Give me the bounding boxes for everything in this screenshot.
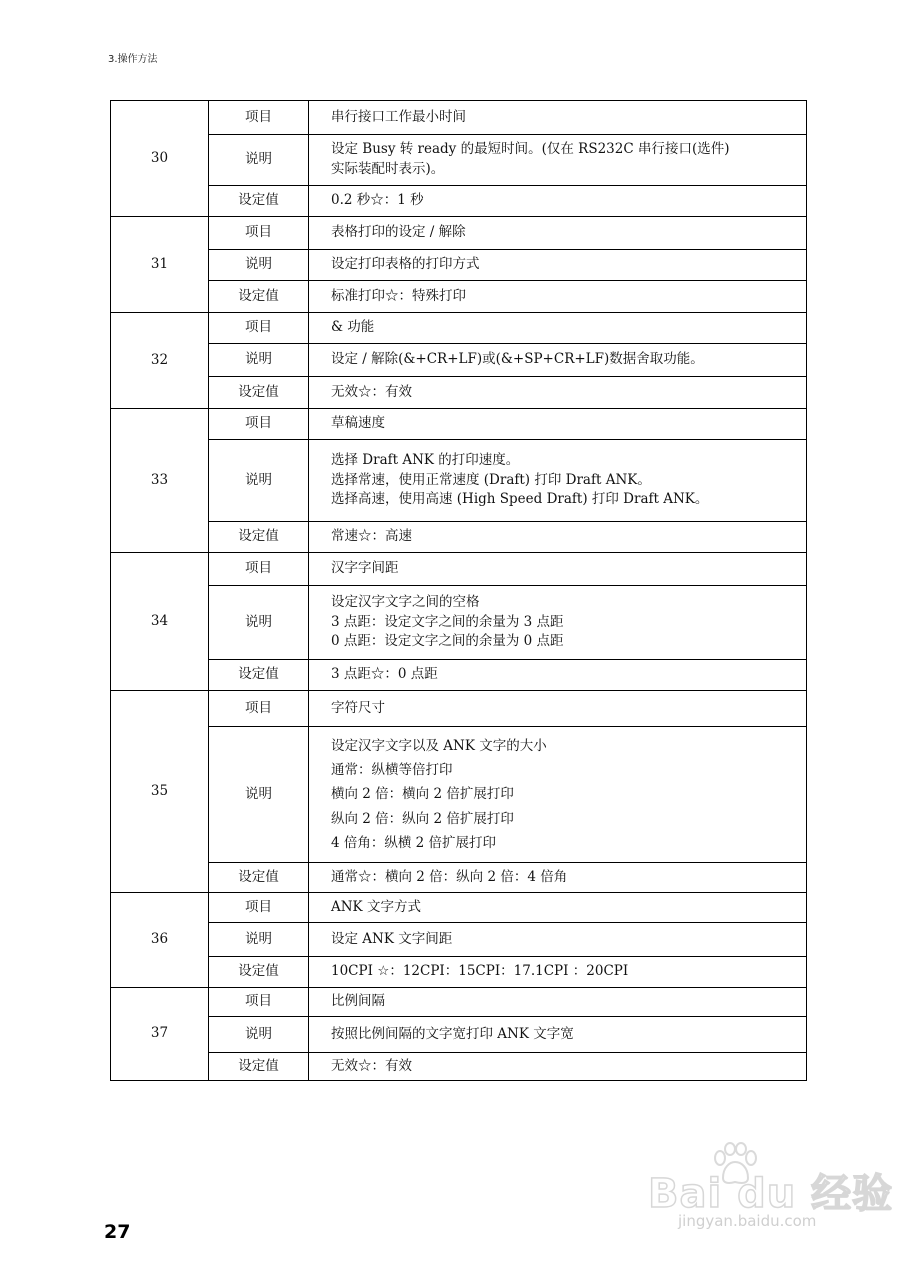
description-line: 设定汉字文字之间的空格 (331, 594, 480, 611)
description-line: 选择 Draft ANK 的打印速度。 (331, 452, 520, 469)
table-row (111, 377, 807, 409)
item-value: & 功能 (309, 313, 807, 344)
item-value: 表格打印的设定 / 解除 (309, 217, 807, 250)
setting-label: 设定值 (209, 1053, 309, 1081)
description-line: 设定汉字文字以及 ANK 文字的大小 (331, 738, 547, 755)
setting-value: 3 点距☆：0 点距 (309, 660, 807, 691)
description-line: 纵向 2 倍：纵向 2 倍扩展打印 (331, 810, 514, 827)
setting-label: 设定值 (209, 186, 309, 217)
table-row (111, 863, 807, 893)
table-row (111, 923, 807, 957)
item-value: 草稿速度 (309, 409, 807, 440)
setting-group-33 (111, 409, 807, 553)
description-value (309, 923, 807, 957)
table-row (111, 893, 807, 923)
setting-number: 30 (111, 101, 209, 217)
setting-label: 设定值 (209, 377, 309, 409)
description-line: 实际装配时表示)。 (331, 161, 445, 177)
item-value: 汉字字间距 (309, 553, 807, 586)
table-row (111, 281, 807, 313)
table-row (111, 553, 807, 586)
description-value (309, 727, 807, 863)
setting-group-30 (111, 101, 807, 217)
setting-value: 无效☆：有效 (309, 377, 807, 409)
table-row (111, 217, 807, 250)
description-value (309, 135, 807, 186)
description-value (309, 1017, 807, 1053)
setting-group-32 (111, 313, 807, 409)
table-row (111, 1017, 807, 1053)
table-row (111, 1053, 807, 1081)
setting-number: 31 (111, 217, 209, 313)
setting-number: 33 (111, 409, 209, 553)
description-line: 选择常速，使用正常速度 (Draft) 打印 Draft ANK。 (331, 471, 651, 488)
watermark-url: jingyan.baidu.com (678, 1212, 817, 1230)
table-row (111, 409, 807, 440)
table-row (111, 101, 807, 135)
setting-value: 通常☆：横向 2 倍：纵向 2 倍：4 倍角 (309, 863, 807, 893)
item-value: 串行接口工作最小时间 (309, 101, 807, 135)
item-value: ANK 文字方式 (309, 893, 807, 923)
item-label: 项目 (209, 313, 309, 344)
item-label: 项目 (209, 691, 309, 727)
table-row (111, 135, 807, 186)
table-row (111, 522, 807, 553)
item-label: 项目 (209, 893, 309, 923)
setting-number: 34 (111, 553, 209, 691)
description-line: 设定打印表格的打印方式 (331, 256, 480, 273)
item-label: 项目 (209, 217, 309, 250)
section-header: 3.操作方法 (108, 54, 158, 65)
watermark-brand: Bai du 经验 (648, 1171, 894, 1217)
setting-group-31 (111, 217, 807, 313)
table-row (111, 957, 807, 988)
description-line: 选择高速，使用高速 (High Speed Draft) 打印 Draft ANK。 (331, 491, 709, 508)
setting-number: 37 (111, 988, 209, 1081)
item-label: 项目 (209, 553, 309, 586)
setting-value: 无效☆：有效 (309, 1053, 807, 1081)
description-value (309, 344, 807, 377)
description-label: 说明 (209, 135, 309, 186)
table-row (111, 313, 807, 344)
table-row (111, 660, 807, 691)
baidu-jingyan-watermark (640, 1140, 894, 1245)
setting-number: 32 (111, 313, 209, 409)
description-line: 4 倍角：纵横 2 倍扩展打印 (331, 834, 497, 851)
description-label: 说明 (209, 586, 309, 660)
table-row (111, 344, 807, 377)
description-value (309, 440, 807, 522)
description-label: 说明 (209, 250, 309, 281)
description-line: 设定 Busy 转 ready 的最短时间。(仅在 RS232C 串行接口(选件) (331, 141, 730, 158)
description-line: 通常：纵横等倍打印 (331, 762, 453, 779)
setting-number: 35 (111, 691, 209, 893)
description-line: 设定 ANK 文字间距 (331, 930, 453, 947)
setting-label: 设定值 (209, 522, 309, 553)
setting-value: 标准打印☆：特殊打印 (309, 281, 807, 313)
setting-value: 常速☆：高速 (309, 522, 807, 553)
table-row (111, 186, 807, 217)
description-line: 设定 / 解除(&+CR+LF)或(&+SP+CR+LF)数据舍取功能。 (331, 351, 704, 368)
setting-value: 0.2 秒☆：1 秒 (309, 186, 807, 217)
item-label: 项目 (209, 988, 309, 1017)
description-value (309, 250, 807, 281)
table-row (111, 727, 807, 863)
description-label: 说明 (209, 1017, 309, 1053)
description-label: 说明 (209, 727, 309, 863)
setting-group-36 (111, 893, 807, 988)
item-value: 字符尺寸 (309, 691, 807, 727)
setting-value: 10CPI ☆：12CPI：15CPI：17.1CPI ：20CPI (309, 957, 807, 988)
table-row (111, 250, 807, 281)
setting-group-37 (111, 988, 807, 1081)
description-label: 说明 (209, 344, 309, 377)
setting-group-34 (111, 553, 807, 691)
setting-number: 36 (111, 893, 209, 988)
setting-label: 设定值 (209, 281, 309, 313)
table-row (111, 586, 807, 660)
description-line: 3 点距：设定文字之间的余量为 3 点距 (331, 613, 564, 630)
description-value (309, 586, 807, 660)
description-label: 说明 (209, 440, 309, 522)
table-row (111, 988, 807, 1017)
table-row (111, 691, 807, 727)
page-number: 27 (104, 1221, 131, 1243)
item-value: 比例间隔 (309, 988, 807, 1017)
settings-table (110, 100, 807, 1081)
item-label: 项目 (209, 409, 309, 440)
setting-label: 设定值 (209, 660, 309, 691)
description-line: 按照比例间隔的文字宽打印 ANK 文字宽 (331, 1025, 574, 1042)
description-line: 0 点距：设定文字之间的余量为 0 点距 (331, 633, 564, 650)
description-label: 说明 (209, 923, 309, 957)
setting-group-35 (111, 691, 807, 893)
table-row (111, 440, 807, 522)
setting-label: 设定值 (209, 863, 309, 893)
setting-label: 设定值 (209, 957, 309, 988)
description-line: 横向 2 倍：横向 2 倍扩展打印 (331, 786, 514, 803)
item-label: 项目 (209, 101, 309, 135)
